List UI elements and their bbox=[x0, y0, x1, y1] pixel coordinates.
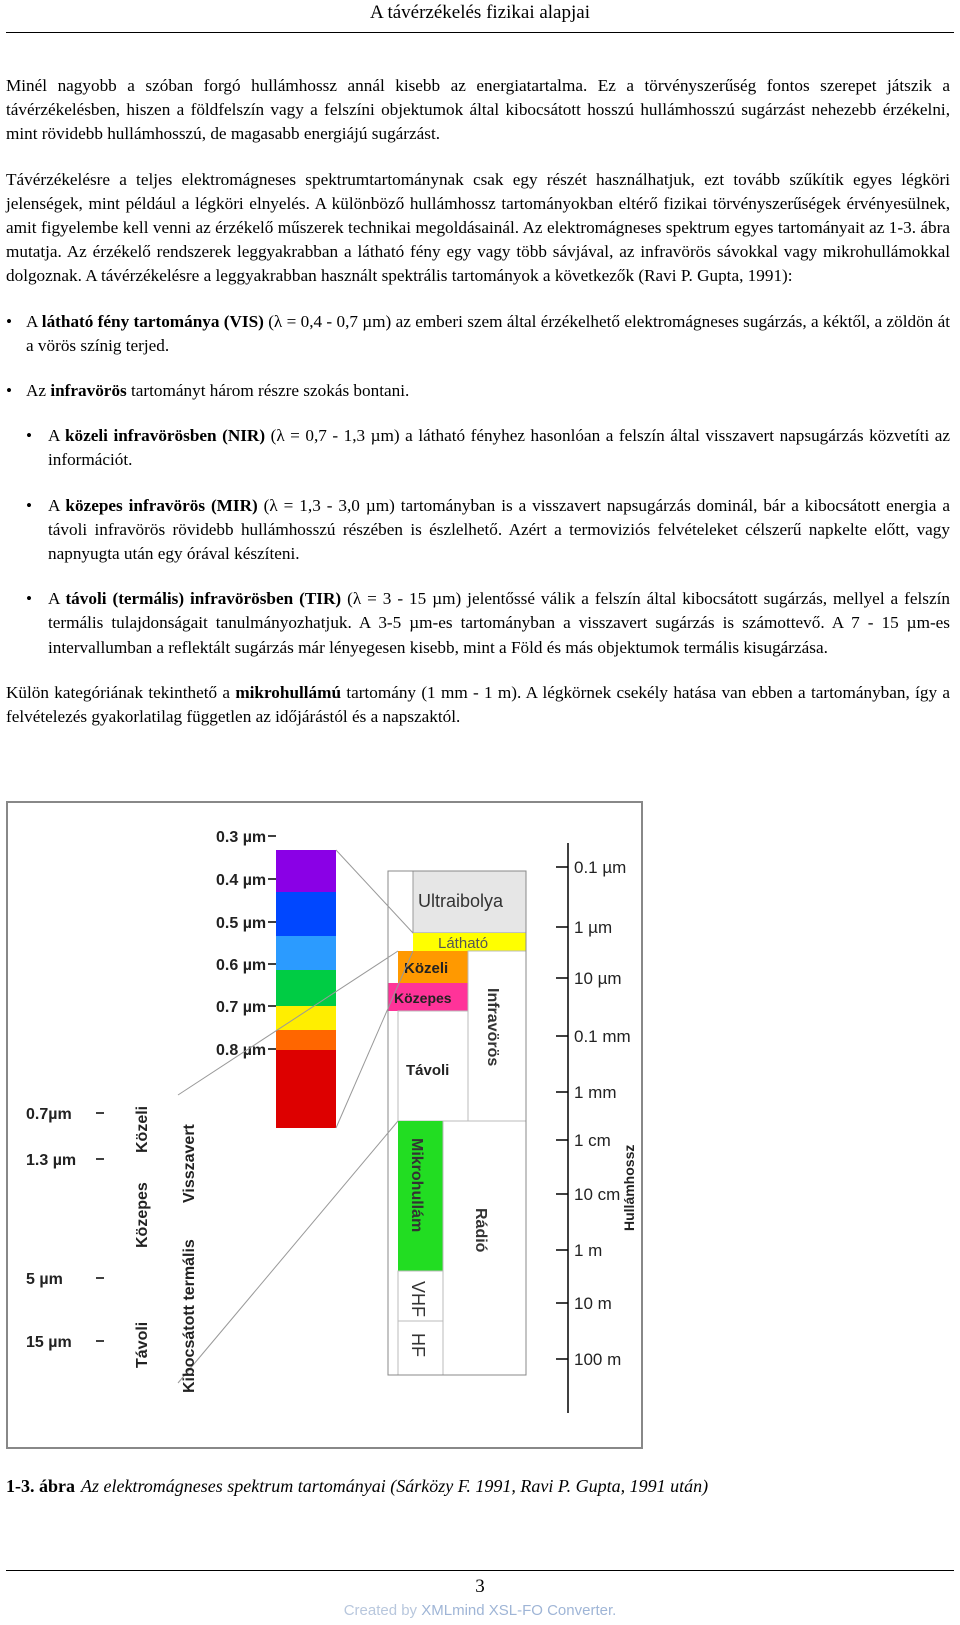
detail-labels bbox=[134, 1106, 198, 1393]
tick-label-10cm: 10 cm bbox=[574, 1185, 621, 1204]
strip-lightblue bbox=[276, 936, 336, 970]
right-scale bbox=[574, 858, 631, 1369]
tick-label-0-1mm: 0.1 mm bbox=[574, 1027, 631, 1046]
converter-link[interactable]: XMLmind XSL-FO Converter. bbox=[421, 1602, 617, 1619]
tick-label-1mm: 1 mm bbox=[574, 1083, 617, 1102]
visible-color-strips bbox=[276, 850, 336, 1128]
left-scale-bottom bbox=[26, 1106, 76, 1351]
axis-title-hullamhossz: Hullámhossz bbox=[621, 1144, 637, 1231]
footer-rule bbox=[6, 1570, 954, 1571]
tick-label-1-3um-detail: 1.3 µm bbox=[26, 1152, 77, 1169]
label-radio: Rádió bbox=[472, 1208, 489, 1253]
tick-label-0-8um: 0.8 µm bbox=[216, 1042, 267, 1059]
strip-yellow bbox=[276, 1006, 336, 1030]
label-ultraibolya: Ultraibolya bbox=[418, 891, 504, 911]
label-kozepes: Közepes bbox=[394, 990, 452, 1006]
left-ticks-bottom bbox=[96, 1113, 104, 1341]
infrared-sublist bbox=[6, 424, 950, 660]
tick-label-0-1um: 0.1 µm bbox=[574, 858, 627, 877]
strip-red bbox=[276, 1050, 336, 1128]
page-number: 3 bbox=[475, 1576, 485, 1597]
tick-label-0-4um: 0.4 µm bbox=[216, 872, 267, 889]
detail-tavoli: Távoli bbox=[134, 1321, 151, 1368]
caption-number: 1-3. ábra bbox=[6, 1476, 75, 1496]
caption-text: Az elektromágneses spektrum tartományai (Sárközy F. 1991, Ravi P. Gupta, 1991 után) bbox=[81, 1476, 709, 1496]
list-item-ir: • Az infravörös tartományt három részre szokás bontani. bbox=[6, 379, 950, 403]
spectrum-figure bbox=[6, 801, 643, 1449]
strip-violet bbox=[276, 850, 336, 892]
label-kozeli: Közeli bbox=[404, 960, 449, 977]
page-header bbox=[6, 0, 954, 33]
paragraph-spectrum-ranges: Távérzékelésre a teljes elektromágneses spektrumtartománynak csak egy részét használhatjuk, ezt tovább szűkítik egyes légköri jelenségek, mint például a légköri elnyelés. A különböző hullámhossz tartományokban eltérő fizikai törvényszerűségek érvényesülnek, amit figyelembe kell venni az érzékelő műszerek technikai megoldásainál. Az elektromágneses spektrum egyes tartományait az 1-3. ábra mutatja. Az érzékelő rendszerek leggyakrabban a látható fény egy vagy több sávjával, az infravörös sávokkal vagy mikrohullámokkal dolgoznak. A távérzékelésre a leggyakrabban használt spektrális tartományok a következők (Ravi P. Gupta, 1991): bbox=[6, 169, 950, 286]
strip-orange bbox=[276, 1030, 336, 1050]
left-ticks-top bbox=[268, 836, 276, 1049]
converter-credit-prefix: Created by bbox=[343, 1602, 422, 1619]
tick-label-5um-detail: 5 µm bbox=[26, 1271, 63, 1288]
tick-label-100m: 100 m bbox=[574, 1350, 622, 1369]
detail-visszavert: Visszavert bbox=[181, 1124, 198, 1203]
main-content bbox=[6, 74, 950, 750]
left-scale-top bbox=[216, 829, 266, 1059]
strip-blue bbox=[276, 892, 336, 936]
converter-credit bbox=[0, 1602, 960, 1619]
figure-caption bbox=[6, 1474, 708, 1498]
tick-label-10m: 10 m bbox=[574, 1294, 612, 1313]
band-list bbox=[6, 310, 950, 404]
tick-label-1m: 1 m bbox=[574, 1241, 603, 1260]
label-vhf: VHF bbox=[408, 1281, 428, 1317]
tick-label-0-6um: 0.6 µm bbox=[216, 957, 267, 974]
list-item-vis: • A látható fény tartománya (VIS) (λ = 0,4 - 0,7 µm) az emberi szem által érzékelhető elektromágneses sugárzás, a kéktől, a zöldön át a vörös színig terjed. bbox=[6, 310, 950, 358]
tick-label-0-7um: 0.7 µm bbox=[216, 999, 267, 1016]
tick-label-0-7um-detail: 0.7µm bbox=[26, 1106, 72, 1123]
tick-label-1cm: 1 cm bbox=[574, 1131, 611, 1150]
detail-kibocsatott: Kibocsátott termális bbox=[181, 1239, 198, 1393]
paragraph-energy: Minél nagyobb a szóban forgó hullámhossz annál kisebb az energiatartalma. Ez a törvényszerűség fontos szerepet játszik a távérzékelésben, hiszen a földfelszín vagy a felszíni objektumok által kibocsátott hosszú hullámhosszú sugárzást nehezebb érzékelni, mint rövidebb hullámhosszú, de magasabb energiájú sugárzást. bbox=[6, 76, 950, 144]
label-lathato: Látható bbox=[438, 935, 489, 952]
tick-label-0-3um: 0.3 µm bbox=[216, 829, 267, 846]
detail-kozeli: Közeli bbox=[134, 1105, 151, 1153]
tick-label-0-5um: 0.5 µm bbox=[216, 915, 267, 932]
list-item-tir: • A távoli (termális) infravörösben (TIR) (λ = 3 - 15 µm) jelentőssé válik a felszín által kibocsátott sugárzás, mellyel a felszín termális tulajdonságait tanulmányozhatjuk. A 3-5 µm-es tartományban a visszavert sugárzás is számottevő. A 7 - 15 µm-es intervallumban a reflektált sugárzás már lényegesen kisebb, mint a Föld és más objektumok termális kisugárzása. bbox=[6, 587, 950, 660]
tick-label-10um: 10 µm bbox=[574, 969, 622, 988]
strip-green bbox=[276, 970, 336, 1006]
tick-label-1um: 1 µm bbox=[574, 918, 613, 937]
running-title: A távérzékelés fizikai alapjai bbox=[370, 2, 590, 23]
spectrum-diagram bbox=[8, 803, 641, 1447]
label-hf: HF bbox=[408, 1333, 428, 1357]
list-item-nir: • A közeli infravörösben (NIR) (λ = 0,7 - 1,3 µm) a látható fényhez hasonlóan a felszín által visszavert napsugárzás közvetíti az információt. bbox=[6, 424, 950, 472]
label-tavoli: Távoli bbox=[406, 1062, 450, 1079]
list-item-mir: • A közepes infravörös (MIR) (λ = 1,3 - 3,0 µm) tartományban is a visszavert napsugárzás dominál, bár a kibocsátott energia a távoli infravörös rövidebb hullámhosszú részében is észlelhető. Azért a termoviziós felvételeket célszerű napkelte előtt, vagy napnyugta után egy órával készíteni. bbox=[6, 494, 950, 567]
tick-label-15um-detail: 15 µm bbox=[26, 1334, 72, 1351]
right-axis bbox=[556, 843, 568, 1413]
detail-kozepes: Közepes bbox=[134, 1182, 151, 1248]
paragraph-microwave: Külön kategóriának tekinthető a mikrohullámú tartomány (1 mm - 1 m). A légkörnek csekély hatása van ebben a tartományban, így a felvételezés gyakorlatilag független az időjárástól és a napszaktól. bbox=[6, 682, 950, 727]
label-infravoros: Infravörös bbox=[484, 988, 501, 1067]
label-mikrohullam: Mikrohullám bbox=[408, 1138, 425, 1233]
